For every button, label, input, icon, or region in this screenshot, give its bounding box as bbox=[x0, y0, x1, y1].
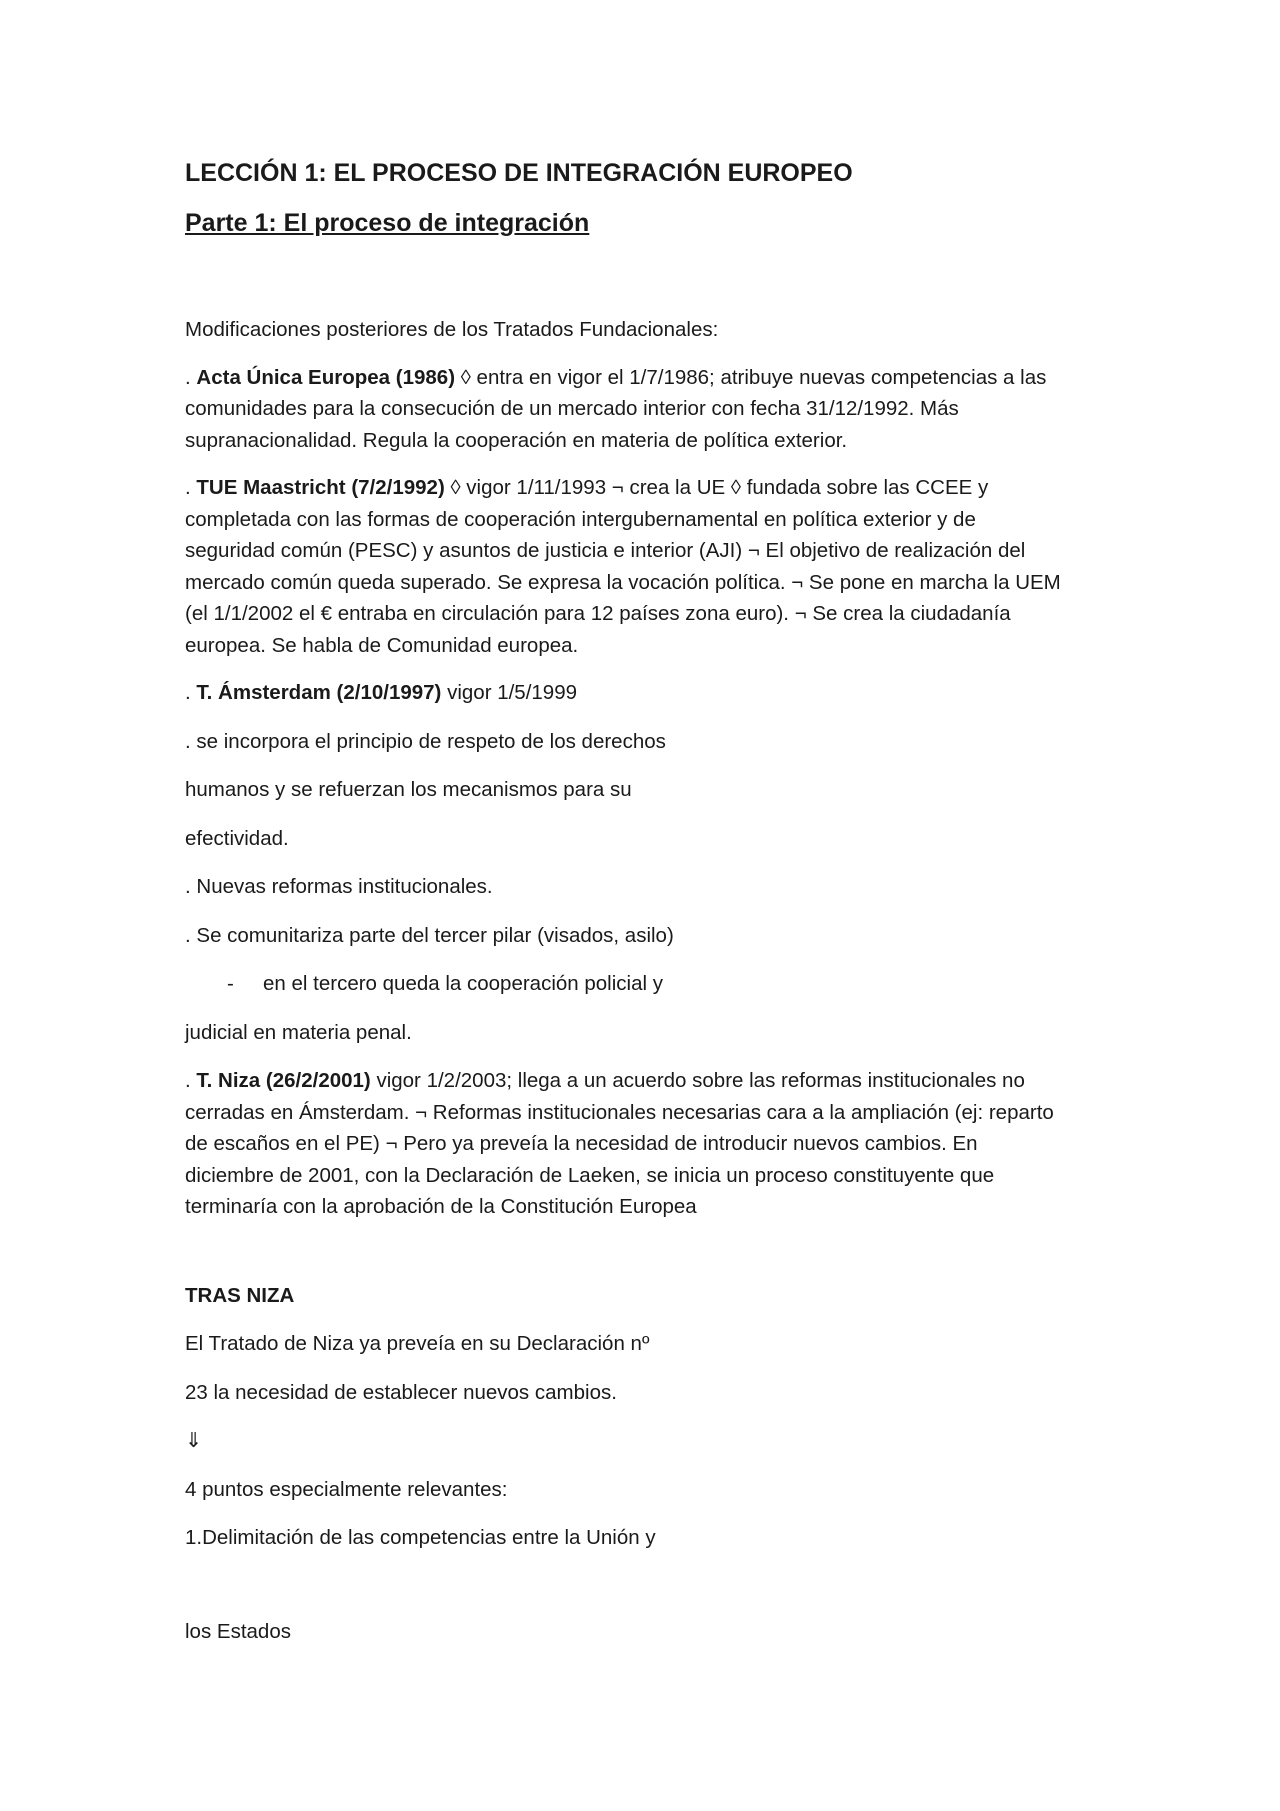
amsterdam-title: T. Ámsterdam (2/10/1997) bbox=[196, 681, 442, 704]
niza-line3: de escaños en el PE) ¬ Pero ya preveía la necesidad de introducir nuevos cambios. En bbox=[185, 1132, 978, 1155]
amsterdam-dash-item bbox=[185, 968, 1105, 1000]
acta-unica-paragraph bbox=[185, 362, 1105, 457]
niza-line4: diciembre de 2001, con la Declaración de Laeken, se inicia un proceso constituyente que bbox=[185, 1163, 995, 1187]
amsterdam-p5: . Se comunitariza parte del tercer pilar (visados, asilo) bbox=[185, 923, 674, 947]
tue-prefix: . bbox=[185, 476, 197, 499]
tue-line3: seguridad común (PESC) y asuntos de justicia e interior (AJI) ¬ El objetivo de realización del bbox=[185, 539, 1026, 562]
amsterdam-heading bbox=[185, 677, 1105, 709]
dash-item-text: en el tercero queda la cooperación policial y bbox=[263, 972, 664, 995]
tue-line5: (el 1/1/2002 el € entraba en circulación para 12 países zona euro). ¬ Se crea la ciudadanía bbox=[185, 602, 1011, 625]
niza-title: T. Niza (26/2/2001) bbox=[196, 1069, 371, 1092]
tras-niza-p4: 1.Delimitación de las competencias entre la Unión y bbox=[185, 1526, 656, 1549]
amsterdam-p1: . se incorpora el principio de respeto de los derechos bbox=[185, 729, 666, 753]
niza-line5: terminaría con la aprobación de la Constitución Europea bbox=[185, 1195, 697, 1218]
document-page bbox=[185, 155, 1105, 1647]
tras-niza-p2: 23 la necesidad de establecer nuevos cambios. bbox=[185, 1380, 617, 1404]
acta-prefix: . bbox=[185, 365, 197, 389]
amsterdam-p3: efectividad. bbox=[185, 826, 289, 850]
tue-line6: europea. Se habla de Comunidad europea. bbox=[185, 633, 579, 657]
tue-maastricht-paragraph bbox=[185, 472, 1105, 661]
amsterdam-p2: humanos y se refuerzan los mecanismos para su bbox=[185, 778, 632, 801]
acta-title: Acta Única Europea (1986) bbox=[196, 365, 456, 389]
tras-niza-p5: los Estados bbox=[185, 1619, 291, 1643]
dash-bullet: - bbox=[227, 972, 234, 995]
niza-line1: vigor 1/2/2003; llega a un acuerdo sobre las reformas institucionales no bbox=[370, 1069, 1025, 1092]
niza-paragraph bbox=[185, 1065, 1105, 1223]
acta-line2: comunidades para la consecución de un mercado interior con fecha 31/12/1992. Más bbox=[185, 397, 959, 420]
part-title: Parte 1: El proceso de integración bbox=[185, 209, 590, 237]
tras-niza-p1: El Tratado de Niza ya preveía en su Declaración nº bbox=[185, 1332, 650, 1355]
amsterdam-p4: . Nuevas reformas institucionales. bbox=[185, 875, 493, 898]
acta-line3: supranacionalidad. Regula la cooperación en materia de política exterior. bbox=[185, 428, 848, 452]
tras-niza-p3: 4 puntos especialmente relevantes: bbox=[185, 1477, 508, 1501]
intro-paragraph: Modificaciones posteriores de los Tratados Fundacionales: bbox=[185, 318, 719, 341]
tue-line4: mercado común queda superado. Se expresa la vocación política. ¬ Se pone en marcha la UEM bbox=[185, 570, 1061, 594]
amsterdam-vigor: vigor 1/5/1999 bbox=[441, 681, 578, 704]
tue-line2: completada con las formas de cooperación intergubernamental en política exterior y de bbox=[185, 507, 976, 531]
tue-line1: ◊ vigor 1/11/1993 ¬ crea la UE ◊ fundada sobre las CCEE y bbox=[444, 476, 989, 499]
tue-title: TUE Maastricht (7/2/1992) bbox=[196, 476, 445, 499]
niza-prefix: . bbox=[185, 1069, 197, 1092]
amsterdam-prefix: . bbox=[185, 681, 197, 704]
acta-line1: ◊ entra en vigor el 1/7/1986; atribuye nuevas competencias a las bbox=[455, 365, 1047, 389]
down-arrow-icon: ⇓ bbox=[185, 1429, 203, 1452]
amsterdam-p6: judicial en materia penal. bbox=[185, 1020, 412, 1044]
lesson-title: LECCIÓN 1: EL PROCESO DE INTEGRACIÓN EUROPEO bbox=[185, 159, 853, 187]
niza-line2: cerradas en Ámsterdam. ¬ Reformas institucionales necesarias cara a la ampliación (ej: reparto bbox=[185, 1100, 1054, 1124]
tras-niza-heading: TRAS NIZA bbox=[185, 1283, 295, 1307]
